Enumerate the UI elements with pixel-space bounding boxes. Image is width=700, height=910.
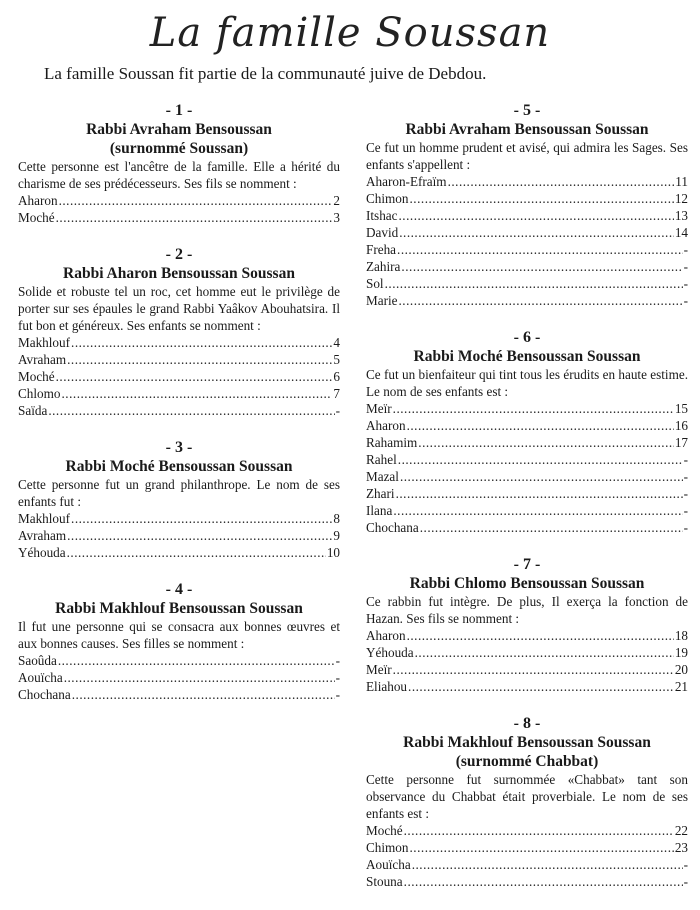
child-entry xyxy=(366,856,688,873)
dot-leader xyxy=(393,400,674,417)
child-entry xyxy=(366,173,688,190)
child-reference-number: 17 xyxy=(674,435,688,450)
child-reference-number: 6 xyxy=(333,369,340,384)
section-number: - 8 - xyxy=(513,715,541,732)
child-name: Aouïcha xyxy=(366,857,411,872)
page-title: La famille Soussan xyxy=(149,10,551,56)
child-reference-number: - xyxy=(683,520,688,535)
dot-leader xyxy=(67,544,326,561)
child-name: Ilana xyxy=(366,503,393,518)
child-name: Makhlouf xyxy=(18,335,71,350)
section-heading: Rabbi Avraham Bensoussan xyxy=(86,121,272,138)
child-entry xyxy=(366,417,688,434)
child-name: Aharon xyxy=(18,193,58,208)
dot-leader xyxy=(410,190,674,207)
child-entry xyxy=(18,527,340,544)
child-entry xyxy=(18,669,340,686)
dot-leader xyxy=(56,209,333,226)
child-entry xyxy=(366,519,688,536)
section-number: - 6 - xyxy=(513,329,541,346)
dot-leader xyxy=(448,173,675,190)
child-entry xyxy=(366,839,688,856)
child-reference-number: - xyxy=(335,653,340,668)
section-heading: Rabbi Chlomo Bensoussan Soussan xyxy=(409,575,645,592)
dot-leader xyxy=(398,451,683,468)
dot-leader xyxy=(62,385,333,402)
dot-leader xyxy=(404,822,674,839)
child-reference-number: - xyxy=(683,276,688,291)
child-reference-number: - xyxy=(683,293,688,308)
child-entry xyxy=(18,385,340,402)
section-heading: Rabbi Aharon Bensoussan Soussan xyxy=(63,265,295,282)
child-entry xyxy=(366,258,688,275)
dot-leader xyxy=(408,678,674,695)
section-number: - 2 - xyxy=(165,246,193,263)
section-heading: Rabbi Avraham Bensoussan Soussan xyxy=(405,121,649,138)
child-name: Yéhouda xyxy=(18,545,66,560)
child-reference-number: 22 xyxy=(674,823,688,838)
child-name: Moché xyxy=(18,210,55,225)
child-reference-number: 15 xyxy=(674,401,688,416)
family-member-section xyxy=(366,715,688,890)
child-entry xyxy=(18,368,340,385)
dot-leader xyxy=(56,368,333,385)
child-name: Chimon xyxy=(366,191,409,206)
child-entry xyxy=(366,224,688,241)
child-entry xyxy=(366,502,688,519)
child-entry xyxy=(366,822,688,839)
child-reference-number: - xyxy=(683,874,688,889)
child-name: Makhlouf xyxy=(18,511,71,526)
child-name: David xyxy=(366,225,399,240)
child-entry xyxy=(18,351,340,368)
child-reference-number: 23 xyxy=(674,840,688,855)
child-reference-number: - xyxy=(335,687,340,702)
child-entry xyxy=(18,686,340,703)
child-name: Yéhouda xyxy=(366,645,414,660)
dot-leader xyxy=(418,434,674,451)
child-reference-number: 4 xyxy=(333,335,340,350)
child-entry xyxy=(366,468,688,485)
child-entry xyxy=(366,207,688,224)
family-member-section xyxy=(18,102,340,226)
dot-leader xyxy=(404,873,683,890)
child-name: Chimon xyxy=(366,840,409,855)
child-name: Aharon xyxy=(366,418,406,433)
child-name: Marie xyxy=(366,293,398,308)
child-reference-number: 10 xyxy=(326,545,340,560)
dot-leader xyxy=(399,224,674,241)
section-number: - 3 - xyxy=(165,439,193,456)
family-member-section xyxy=(366,556,688,695)
child-reference-number: - xyxy=(683,259,688,274)
child-entry xyxy=(366,661,688,678)
family-member-section xyxy=(366,329,688,536)
child-name: Chochana xyxy=(18,687,71,702)
section-heading: (surnommé Chabbat) xyxy=(455,753,599,770)
section-heading: Rabbi Makhlouf Bensoussan Soussan xyxy=(55,600,303,617)
child-name: Rahamim xyxy=(366,435,418,450)
child-name: Saoûda xyxy=(18,653,57,668)
dot-leader xyxy=(393,661,674,678)
child-reference-number: 8 xyxy=(333,511,340,526)
child-reference-number: - xyxy=(683,469,688,484)
child-name: Moché xyxy=(366,823,403,838)
dot-leader xyxy=(407,417,674,434)
child-entry xyxy=(366,434,688,451)
family-member-section xyxy=(18,581,340,703)
child-entry xyxy=(366,400,688,417)
child-reference-number: 13 xyxy=(674,208,688,223)
child-name: Aharon-Efraïm xyxy=(366,174,447,189)
dot-leader xyxy=(59,192,333,209)
dot-leader xyxy=(400,468,683,485)
section-number: - 4 - xyxy=(165,581,193,598)
section-description: Ce fut un homme prudent et avisé, qui admira les Sages. Ses enfants s'appellent : xyxy=(366,140,688,172)
child-reference-number: - xyxy=(683,452,688,467)
child-name: Eliahou xyxy=(366,679,408,694)
page-subtitle: La famille Soussan fit partie de la communauté juive de Debdou. xyxy=(44,64,487,83)
child-name: Chochana xyxy=(366,520,419,535)
dot-leader xyxy=(58,652,335,669)
child-reference-number: 5 xyxy=(333,352,340,367)
dot-leader xyxy=(67,351,332,368)
dot-leader xyxy=(393,502,682,519)
child-reference-number: 16 xyxy=(674,418,688,433)
section-heading: Rabbi Moché Bensoussan Soussan xyxy=(413,348,641,365)
dot-leader xyxy=(397,241,683,258)
child-entry xyxy=(366,644,688,661)
left-column xyxy=(18,102,340,723)
child-name: Aouïcha xyxy=(18,670,63,685)
child-entry xyxy=(18,402,340,419)
child-name: Avraham xyxy=(18,352,67,367)
child-name: Rahel xyxy=(366,452,397,467)
child-name: Meïr xyxy=(366,401,392,416)
section-number: - 7 - xyxy=(513,556,541,573)
section-number: - 5 - xyxy=(513,102,541,119)
child-entry xyxy=(366,292,688,309)
child-name: Moché xyxy=(18,369,55,384)
child-entry xyxy=(366,241,688,258)
child-reference-number: 18 xyxy=(674,628,688,643)
dot-leader xyxy=(67,527,332,544)
child-name: Avraham xyxy=(18,528,67,543)
dot-leader xyxy=(396,485,683,502)
child-name: Freha xyxy=(366,242,397,257)
dot-leader xyxy=(399,207,674,224)
child-entry xyxy=(18,209,340,226)
child-entry xyxy=(366,190,688,207)
dot-leader xyxy=(407,627,674,644)
section-description: Cette personne fut surnommée «Chabbat» tant son observance du Chabbat était proverbiale. Le nom de ses enfants est : xyxy=(366,772,688,821)
child-entry xyxy=(366,451,688,468)
child-reference-number: 9 xyxy=(333,528,340,543)
right-column xyxy=(366,102,688,910)
child-reference-number: - xyxy=(683,486,688,501)
child-reference-number: 19 xyxy=(674,645,688,660)
child-name: Saïda xyxy=(18,403,48,418)
child-reference-number: 7 xyxy=(333,386,340,401)
child-entry xyxy=(366,678,688,695)
child-entry xyxy=(18,510,340,527)
child-reference-number: 21 xyxy=(674,679,688,694)
child-entry xyxy=(366,485,688,502)
section-heading: Rabbi Moché Bensoussan Soussan xyxy=(65,458,293,475)
child-name: Mazal xyxy=(366,469,399,484)
dot-leader xyxy=(415,644,674,661)
dot-leader xyxy=(64,669,335,686)
dot-leader xyxy=(420,519,683,536)
child-entry xyxy=(18,334,340,351)
family-member-section xyxy=(366,102,688,309)
section-description: Ce fut un bienfaiteur qui tint tous les érudits en haute estime. Le nom de ses enfants est : xyxy=(366,367,688,399)
child-entry xyxy=(18,192,340,209)
child-reference-number: 11 xyxy=(675,174,688,189)
dot-leader xyxy=(385,275,683,292)
child-reference-number: 3 xyxy=(333,210,340,225)
section-description: Ce rabbin fut intègre. De plus, Il exerça la fonction de Hazan. Ses fils se nomment : xyxy=(366,594,688,626)
child-reference-number: 14 xyxy=(674,225,688,240)
child-name: Meïr xyxy=(366,662,392,677)
child-reference-number: - xyxy=(335,403,340,418)
child-reference-number: - xyxy=(683,242,688,257)
section-heading: Rabbi Makhlouf Bensoussan Soussan xyxy=(403,734,651,751)
section-number: - 1 - xyxy=(165,102,193,119)
child-reference-number: - xyxy=(683,857,688,872)
section-description: Il fut une personne qui se consacra aux bonnes œuvres et aux bonnes causes. Ses filles se nomment : xyxy=(18,619,340,651)
child-entry xyxy=(18,652,340,669)
dot-leader xyxy=(72,686,335,703)
family-member-section xyxy=(18,246,340,419)
dot-leader xyxy=(410,839,674,856)
dot-leader xyxy=(412,856,683,873)
dot-leader xyxy=(48,402,334,419)
child-name: Zahira xyxy=(366,259,401,274)
child-reference-number: 20 xyxy=(674,662,688,677)
child-entry xyxy=(366,873,688,890)
child-reference-number: 12 xyxy=(674,191,688,206)
section-description: Cette personne est l'ancêtre de la famille. Elle a hérité du charisme de ses prédécesseurs. Ses fils se nomment : xyxy=(18,159,340,191)
child-entry xyxy=(18,544,340,561)
child-entry xyxy=(366,275,688,292)
child-name: Chlomo xyxy=(18,386,61,401)
child-reference-number: - xyxy=(683,503,688,518)
child-name: Zhari xyxy=(366,486,395,501)
section-description: Cette personne fut un grand philanthrope. Le nom de ses enfants fut : xyxy=(18,477,340,509)
child-reference-number: 2 xyxy=(333,193,340,208)
child-name: Sol xyxy=(366,276,384,291)
child-name: Aharon xyxy=(366,628,406,643)
child-name: Stouna xyxy=(366,874,403,889)
dot-leader xyxy=(71,510,332,527)
child-reference-number: - xyxy=(335,670,340,685)
section-heading: (surnommé Soussan) xyxy=(109,140,249,157)
family-member-section xyxy=(18,439,340,561)
dot-leader xyxy=(399,292,683,309)
child-name: Itshac xyxy=(366,208,398,223)
dot-leader xyxy=(401,258,682,275)
dot-leader xyxy=(71,334,332,351)
child-entry xyxy=(366,627,688,644)
section-description: Solide et robuste tel un roc, cet homme eut le privilège de porter sur ses épaules le grand Rabbi Yaâkov Abouhatsira. Il fut bon et généreux. Ses enfants se nomment : xyxy=(18,284,340,333)
